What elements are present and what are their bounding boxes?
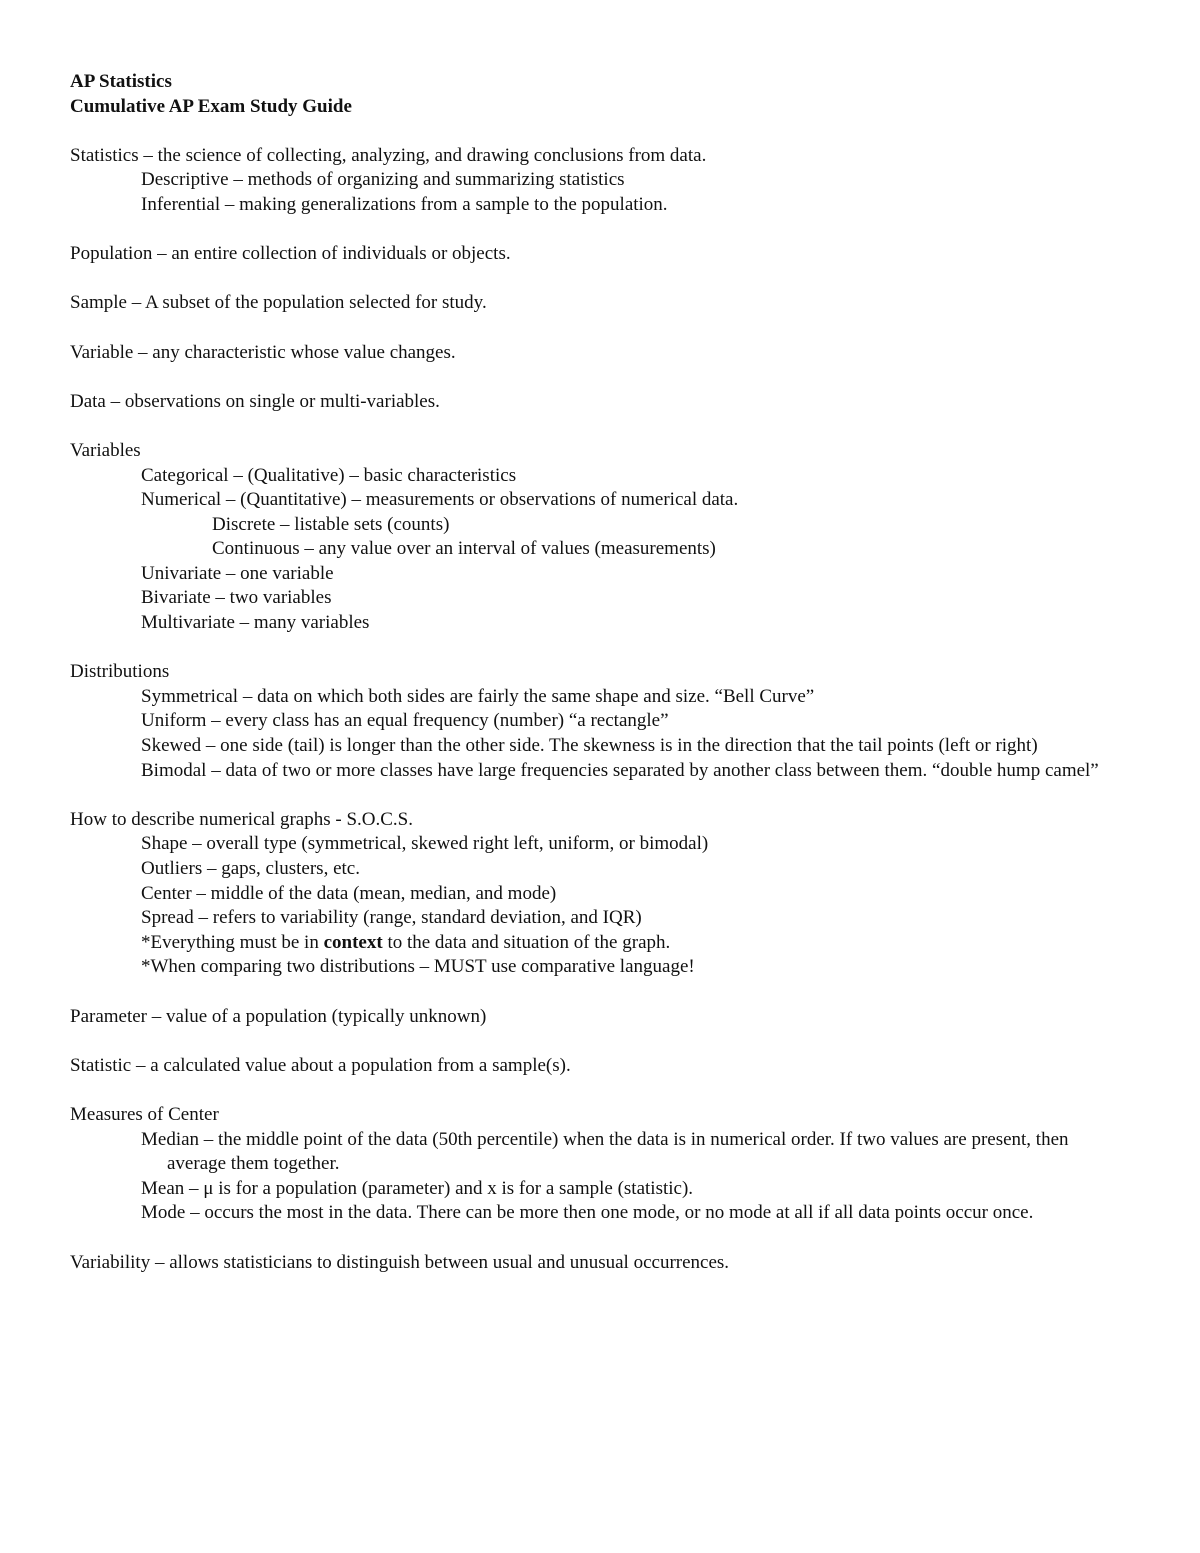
- spacer: [70, 218, 1130, 243]
- distributions-heading: Distributions: [70, 661, 170, 683]
- median-definition: Median – the middle point of the data (50th percentile) when the data is in numerical order. If two values are present, then average them together.: [141, 1128, 1069, 1175]
- statistics-definition: Statistics – the science of collecting, analyzing, and drawing conclusions from data.: [70, 144, 707, 166]
- spacer: [70, 636, 1130, 661]
- variability-definition: Variability – allows statisticians to distinguish between usual and unusual occurrences.: [70, 1251, 730, 1273]
- skewed-definition: Skewed – one side (tail) is longer than the other side. The skewness is in the direction that the tail points (left or right): [141, 735, 1038, 757]
- variable-definition: Variable – any characteristic whose value changes.: [70, 341, 456, 363]
- spacer: [70, 414, 1130, 439]
- shape-definition: Shape – overall type (symmetrical, skewed right left, uniform, or bimodal): [141, 833, 709, 855]
- symmetrical-definition: Symmetrical – data on which both sides are fairly the same shape and size. “Bell Curve”: [141, 685, 815, 707]
- data-definition: Data – observations on single or multi-variables.: [70, 390, 440, 412]
- discrete-definition: Discrete – listable sets (counts): [212, 513, 450, 535]
- numerical-definition: Numerical – (Quantitative) – measurements or observations of numerical data.: [141, 489, 739, 511]
- outliers-definition: Outliers – gaps, clusters, etc.: [141, 858, 360, 879]
- bivariate-definition: Bivariate – two variables: [141, 587, 332, 609]
- parameter-definition: Parameter – value of a population (typically unknown): [70, 1005, 487, 1027]
- variables-heading: Variables: [70, 439, 141, 461]
- spacer: [70, 783, 1130, 808]
- context-note-after: to the data and situation of the graph.: [382, 931, 671, 953]
- mean-definition: Mean – μ is for a population (parameter) and x is for a sample (statistic).: [141, 1177, 694, 1199]
- spread-definition: Spread – refers to variability (range, standard deviation, and IQR): [141, 907, 642, 929]
- sample-definition: Sample – A subset of the population selected for study.: [70, 292, 487, 314]
- guide-title: Cumulative AP Exam Study Guide: [70, 95, 352, 117]
- socs-heading: How to describe numerical graphs - S.O.C.S.: [70, 808, 413, 830]
- spacer: [70, 267, 1130, 292]
- spacer: [70, 119, 1130, 144]
- spacer: [70, 1226, 1130, 1251]
- spacer: [70, 316, 1130, 341]
- measures-of-center-heading: Measures of Center: [70, 1103, 219, 1125]
- descriptive-definition: Descriptive – methods of organizing and summarizing statistics: [141, 169, 625, 191]
- univariate-definition: Univariate – one variable: [141, 562, 334, 584]
- context-keyword: context: [323, 931, 383, 953]
- context-note: [70, 931, 1130, 956]
- continuous-definition: Continuous – any value over an interval of values (measurements): [212, 538, 716, 560]
- study-guide-page: [70, 70, 1130, 1275]
- spacer: [70, 1078, 1130, 1103]
- spacer: [70, 365, 1130, 390]
- uniform-definition: Uniform – every class has an equal frequency (number) “a rectangle”: [141, 710, 669, 732]
- categorical-definition: Categorical – (Qualitative) – basic characteristics: [141, 464, 517, 486]
- context-note-before: *Everything must be in: [141, 931, 324, 953]
- mode-definition: Mode – occurs the most in the data. There can be more then one mode, or no mode at all if all data points occur once.: [141, 1202, 1034, 1224]
- multivariate-definition: Multivariate – many variables: [141, 612, 370, 634]
- inferential-definition: Inferential – making generalizations from a sample to the population.: [141, 193, 668, 215]
- population-definition: Population – an entire collection of individuals or objects.: [70, 243, 511, 265]
- comparing-note: *When comparing two distributions – MUST use comparative language!: [141, 956, 695, 978]
- center-definition: Center – middle of the data (mean, median, and mode): [141, 882, 557, 904]
- spacer: [70, 980, 1130, 1005]
- course-title: AP Statistics: [70, 71, 172, 92]
- statistic-definition: Statistic – a calculated value about a population from a sample(s).: [70, 1054, 571, 1076]
- spacer: [70, 1029, 1130, 1054]
- bimodal-definition: Bimodal – data of two or more classes have large frequencies separated by another class between them. “double hump camel”: [141, 759, 1099, 781]
